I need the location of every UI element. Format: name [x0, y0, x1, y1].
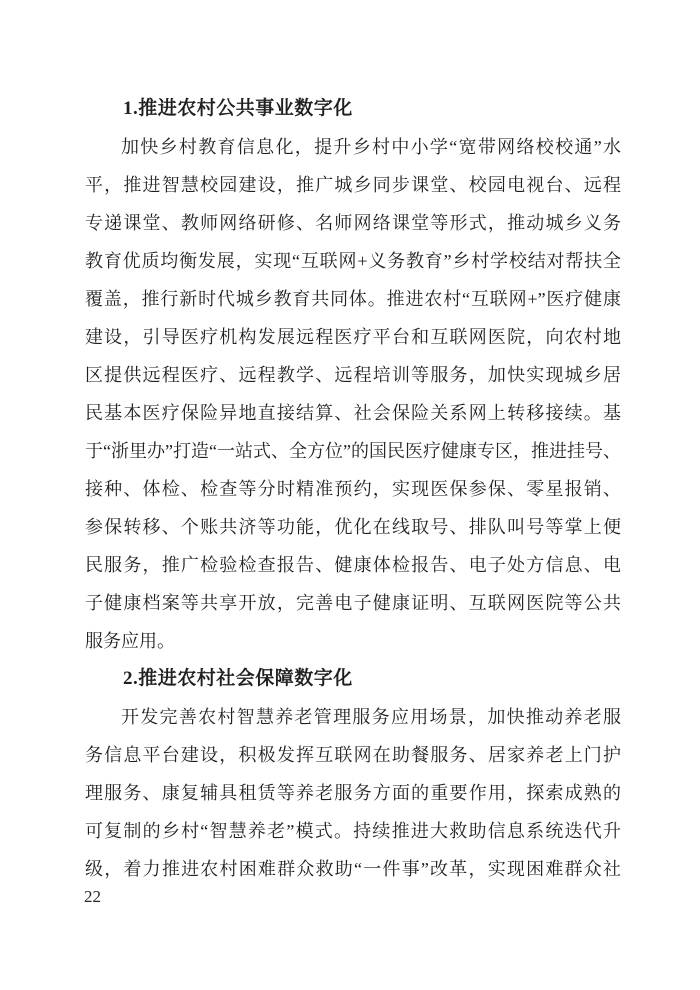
paragraph-line: 理服务、康复辅具租赁等养老服务方面的重要作用，探索成熟的: [85, 783, 621, 803]
paragraph-line: 民服务，推广检验检查报告、健康体检报告、电子处方信息、电: [85, 555, 621, 575]
page-content: [85, 90, 621, 888]
paragraph-line: 开发完善农村智慧养老管理服务应用场景，加快推动养老服: [121, 707, 621, 727]
paragraph-line: 平，推进智慧校园建设，推广城乡同步课堂、校园电视台、远程: [85, 175, 621, 195]
section-1-heading: 1.推进农村公共事业数字化: [123, 98, 353, 119]
paragraph-line: 教育优质均衡发展，实现“互联网+义务教育”乡村学校结对帮扶全: [85, 251, 621, 271]
paragraph-line: 建设，引导医疗机构发展远程医疗平台和互联网医院，向农村地: [85, 327, 621, 347]
paragraph-line: 区提供远程医疗、远程教学、远程培训等服务，加快实现城乡居: [85, 365, 621, 385]
paragraph-line: 服务应用。: [85, 631, 175, 651]
paragraph-line: 务信息平台建设，积极发挥互联网在助餐服务、居家养老上门护: [85, 745, 621, 765]
paragraph-line: 覆盖，推行新时代城乡教育共同体。推进农村“互联网+”医疗健康: [85, 289, 621, 309]
paragraph-line: 子健康档案等共享开放，完善电子健康证明、互联网医院等公共: [85, 593, 621, 613]
paragraph-line: 民基本医疗保险异地直接结算、社会保险关系网上转移接续。基: [85, 403, 621, 423]
paragraph-line: 级，着力推进农村困难群众救助“一件事”改革，实现困难群众社: [85, 859, 621, 879]
paragraph-line: 可复制的乡村“智慧养老”模式。持续推进大救助信息系统迭代升: [85, 821, 621, 841]
paragraph-line: 于“浙里办”打造“一站式、全方位”的国民医疗健康专区，推进挂号、: [85, 441, 621, 461]
paragraph-line: 专递课堂、教师网络研修、名师网络课堂等形式，推动城乡义务: [85, 213, 621, 233]
paragraph-line: 接种、体检、检查等分时精准预约，实现医保参保、零星报销、: [85, 479, 621, 499]
paragraph-line: 加快乡村教育信息化，提升乡村中小学“宽带网络校校通”水: [121, 137, 621, 157]
page-number: 22: [84, 887, 101, 906]
paragraph-line: 参保转移、个账共济等功能，优化在线取号、排队叫号等掌上便: [85, 517, 621, 537]
section-2-heading: 2.推进农村社会保障数字化: [123, 668, 353, 689]
